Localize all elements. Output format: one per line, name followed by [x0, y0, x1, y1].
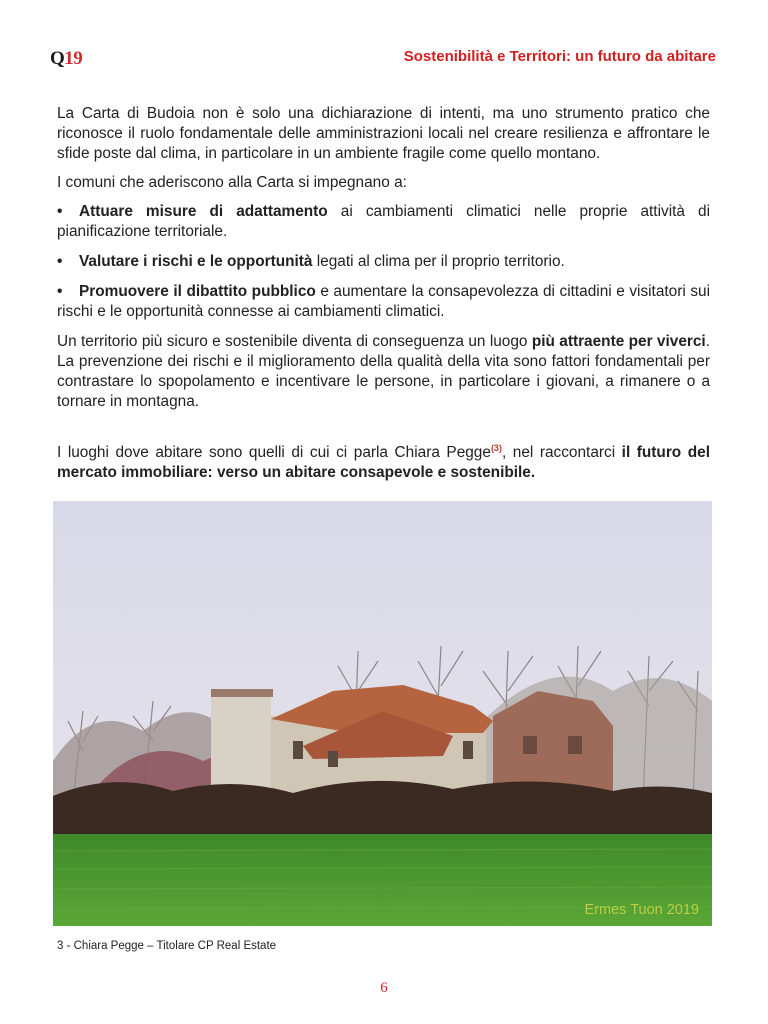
bullet-item: [57, 202, 710, 242]
bullet-item: [57, 252, 710, 272]
running-header-title: Sostenibilità e Territori: un futuro da abitare: [403, 48, 716, 65]
footnote-reference-link[interactable]: (3): [490, 442, 502, 453]
paragraph-commitments-lead: I comuni che aderiscono alla Carta si impegnano a:: [57, 174, 407, 191]
article-body: [57, 104, 710, 492]
page-number: 6: [380, 980, 388, 996]
bullet-item: [57, 282, 710, 322]
paragraph-territory: [57, 332, 710, 412]
bullet-bold: Promuovere il dibattito pubblico: [79, 283, 316, 300]
bullet-dot: •: [57, 203, 63, 220]
text: . La prevenzione dei rischi e il miglioramento della qualità della vita sono fattori fondamentali per contrastare lo spopolamento e incentivare le persone, in particolare i giovani, a rimanere o a tornare in montagna.: [57, 333, 710, 410]
farmhouse-ruin-photo: [53, 501, 712, 926]
bullet-text: ai cambiamenti climatici nelle proprie attività di pianificazione territoriale.: [57, 203, 710, 240]
bold-text: più attraente per viverci: [531, 333, 706, 350]
logo-letter: Q: [50, 48, 65, 69]
text: Un territorio più sicuro e sostenibile diventa di conseguenza un luogo: [57, 333, 532, 350]
footnote: 3 - Chiara Pegge – Titolare CP Real Estate: [57, 940, 277, 952]
paragraph-housing: [57, 443, 710, 483]
text: , nel raccontarci: [501, 444, 622, 461]
bold-text: il futuro del mercato immobiliare: verso un abitare consapevole e sostenibile.: [57, 444, 710, 481]
bullet-bold: Attuare misure di adattamento: [79, 203, 328, 220]
bullet-dot: •: [57, 253, 63, 270]
bullet-bold: Valutare i rischi e le opportunità: [79, 253, 313, 270]
paragraph-intro: La Carta di Budoia non è solo una dichiarazione di intenti, ma uno strumento pratico che riconosce il ruolo fondamentale delle amministrazioni locali nel creare resilienza e affrontare le sfide poste dal clima, in particolare in un ambiente fragile come quello montano.: [57, 105, 710, 162]
photo-watermark: Ermes Tuon 2019: [584, 902, 699, 918]
silo: [211, 693, 271, 798]
logo-number: 19: [64, 48, 83, 69]
bullet-text: legati al clima per il proprio territorio.: [312, 253, 565, 270]
text: I luoghi dove abitare sono quelli di cui ci parla Chiara Pegge: [57, 444, 491, 461]
bullet-text: e aumentare la consapevolezza di cittadini e visitatori sui rischi e le opportunità connesse ai cambiamenti climatici.: [57, 283, 710, 320]
bullet-dot: •: [57, 283, 63, 300]
magazine-logo: [50, 48, 82, 70]
